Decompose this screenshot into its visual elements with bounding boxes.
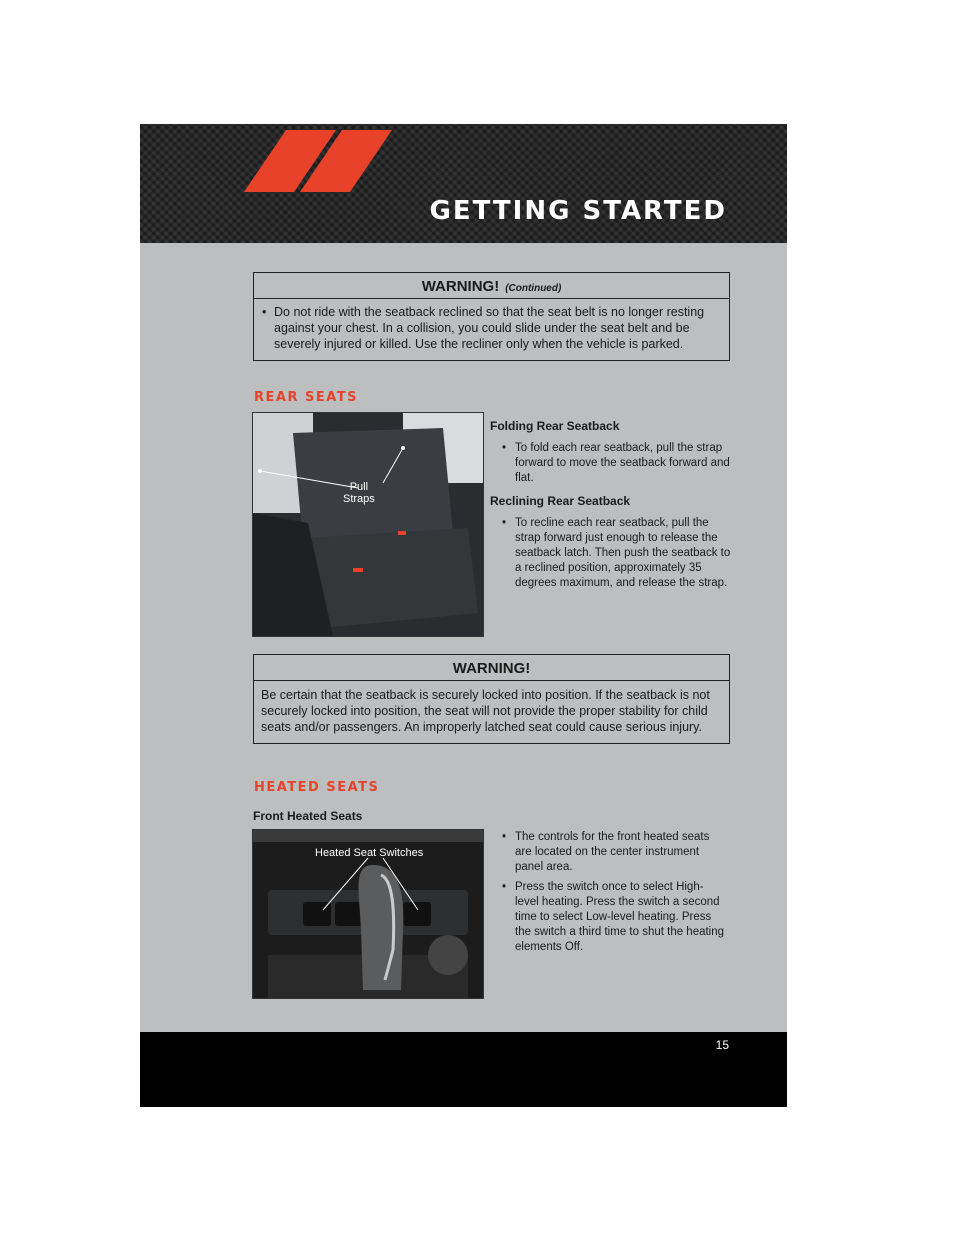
heated-seat-switches-label: Heated Seat Switches — [315, 847, 424, 859]
warning-title: WARNING! — [421, 278, 500, 295]
heated-seats-title: HEATED SEATS — [254, 780, 380, 795]
list-item: • Press the switch once to select High-level heating. Press the switch a second time to select Low-level heating. Press the switch a third time to shut the heating elements Off. — [502, 880, 727, 955]
rear-seats-photo — [252, 412, 484, 637]
page-header — [140, 124, 787, 243]
manual-page — [140, 124, 787, 1107]
list-item: • The controls for the front heated seats are located on the center instrument panel area. — [502, 830, 727, 875]
page-title: GETTING STARTED — [429, 196, 727, 226]
warning-continued-label: (Continued) — [505, 283, 562, 294]
reclining-rear-seatback-heading: Reclining Rear Seatback — [490, 494, 631, 508]
warning-box-continued — [253, 272, 730, 361]
list-item: • To fold each rear seatback, pull the strap forward to move the seatback forward and flat. — [502, 441, 732, 486]
folding-list — [502, 441, 732, 491]
warning-heading — [254, 273, 729, 299]
warning-box — [253, 654, 730, 744]
heated-seats-list — [502, 830, 727, 960]
page-number: 15 — [715, 1038, 729, 1052]
front-heated-seats-heading: Front Heated Seats — [253, 809, 363, 823]
warning-title: WARNING! — [452, 660, 531, 677]
brand-stripes-logo — [244, 130, 394, 192]
reclining-list — [502, 516, 732, 596]
warning-text: Be certain that the seatback is securely locked into position. If the seatback is not securely locked into position, the seat will not provide the proper stability for child seats and/or passengers. An improperly latched seat could cause serious injury. — [261, 688, 710, 734]
warning-heading — [254, 655, 729, 681]
warning-text: • Do not ride with the seatback reclined so that the seat belt is no longer resting against your chest. In a collision, you could slide under the seat belt and be severely injured or killed. Use the recliner only when the vehicle is parked. — [274, 304, 719, 352]
heated-seat-switches-photo — [252, 829, 484, 999]
page-footer — [140, 1032, 787, 1107]
list-item: • To recline each rear seatback, pull the strap forward just enough to release the seatback latch. Then push the seatback to a reclined position, approximately 35 degrees maximum, and release the strap. — [502, 516, 732, 591]
folding-rear-seatback-heading: Folding Rear Seatback — [490, 419, 620, 433]
warning-body — [254, 299, 729, 360]
pull-straps-label: Pull Straps — [343, 481, 375, 505]
rear-seats-title: REAR SEATS — [254, 390, 359, 405]
